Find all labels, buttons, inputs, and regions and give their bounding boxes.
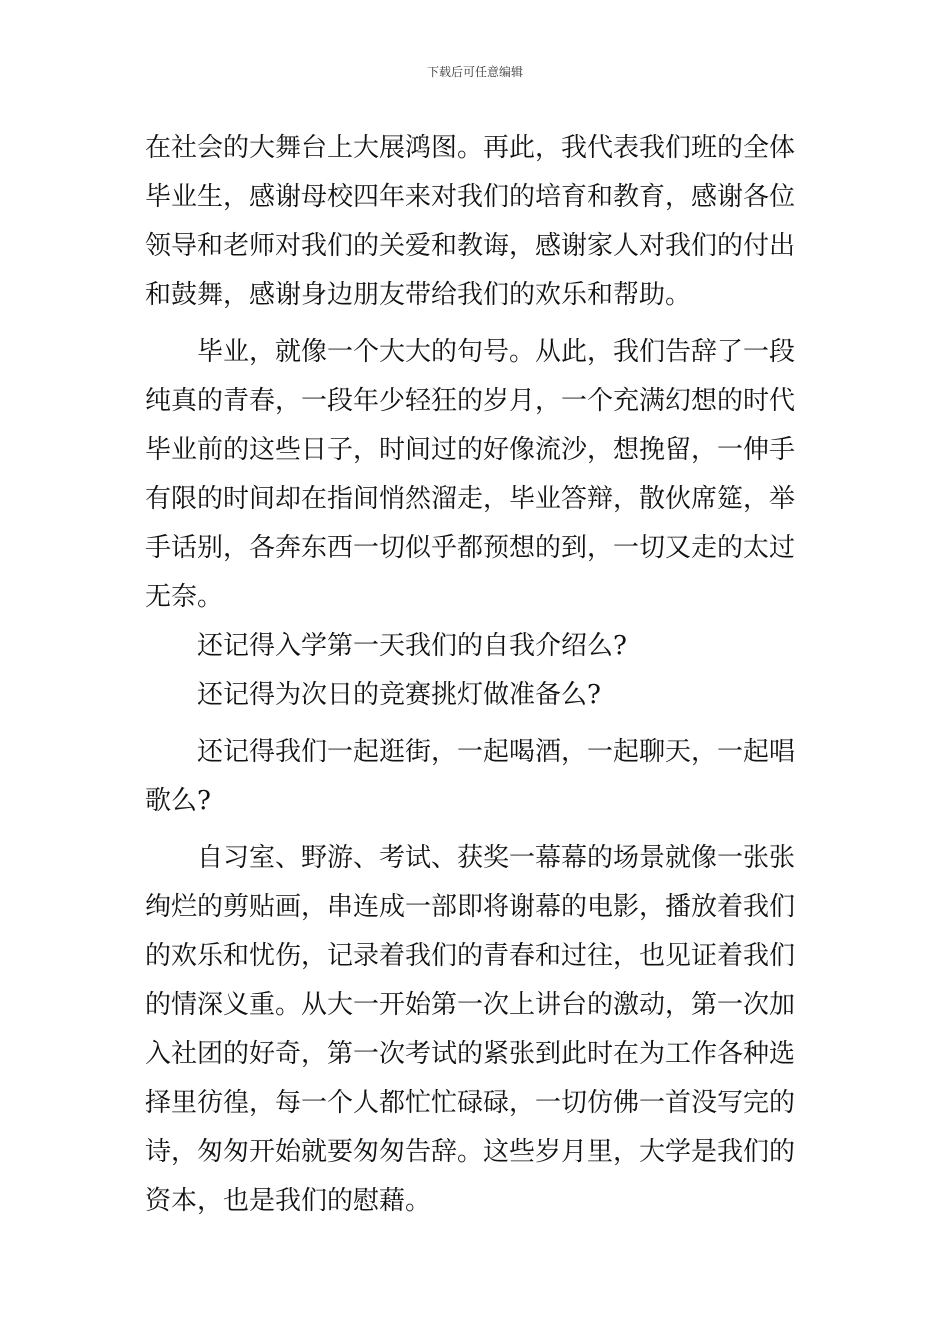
text-line: 和鼓舞，感谢身边朋友带给我们的欢乐和帮助。 xyxy=(145,280,692,310)
text-line: 还记得为次日的竞赛挑灯做准备么? xyxy=(197,680,601,710)
text-line: 无奈。 xyxy=(145,582,224,612)
text-line: 纯真的青春，一段年少轻狂的岁月，一个充满幻想的时代 xyxy=(145,386,796,416)
text-line: 绚烂的剪贴画，串连成一部即将谢幕的电影，播放着我们 xyxy=(145,892,796,922)
text-line: 还记得我们一起逛街，一起喝酒，一起聊天，一起唱 xyxy=(197,737,796,767)
text-line: 毕业前的这些日子，时间过的好像流沙，想挽留，一伸手 xyxy=(145,435,796,465)
text-line: 毕业，就像一个大大的句号。从此，我们告辞了一段 xyxy=(197,337,796,367)
page-header: 下载后可任意编辑 xyxy=(426,65,523,79)
text-line: 手话别，各奔东西一切似乎都预想的到，一切又走的太过 xyxy=(145,533,796,563)
text-line: 诗，匆匆开始就要匆匆告辞。这些岁月里，大学是我们的 xyxy=(145,1137,796,1167)
text-line: 有限的时间却在指间悄然溜走，毕业答辩，散伙席筵，举 xyxy=(145,484,796,514)
text-line: 入社团的好奇，第一次考试的紧张到此时在为工作各种选 xyxy=(145,1039,796,1069)
text-line: 自习室、野游、考试、获奖一幕幕的场景就像一张张 xyxy=(197,843,796,873)
text-line: 还记得入学第一天我们的自我介绍么? xyxy=(197,631,627,661)
text-line: 歌么? xyxy=(145,786,211,816)
text-line: 在社会的大舞台上大展鸿图。再此，我代表我们班的全体 xyxy=(145,133,796,163)
text-line: 资本，也是我们的慰藉。 xyxy=(145,1186,432,1216)
document-body xyxy=(145,124,807,1226)
text-line: 领导和老师对我们的关爱和教诲，感谢家人对我们的付出 xyxy=(145,231,796,261)
text-line: 的情深义重。从大一开始第一次上讲台的激动，第一次加 xyxy=(145,990,796,1020)
text-line: 的欢乐和忧伤，记录着我们的青春和过往，也见证着我们 xyxy=(145,941,796,971)
text-line: 毕业生，感谢母校四年来对我们的培育和教育，感谢各位 xyxy=(145,182,796,212)
text-line: 择里彷徨，每一个人都忙忙碌碌，一切仿佛一首没写完的 xyxy=(145,1088,796,1118)
